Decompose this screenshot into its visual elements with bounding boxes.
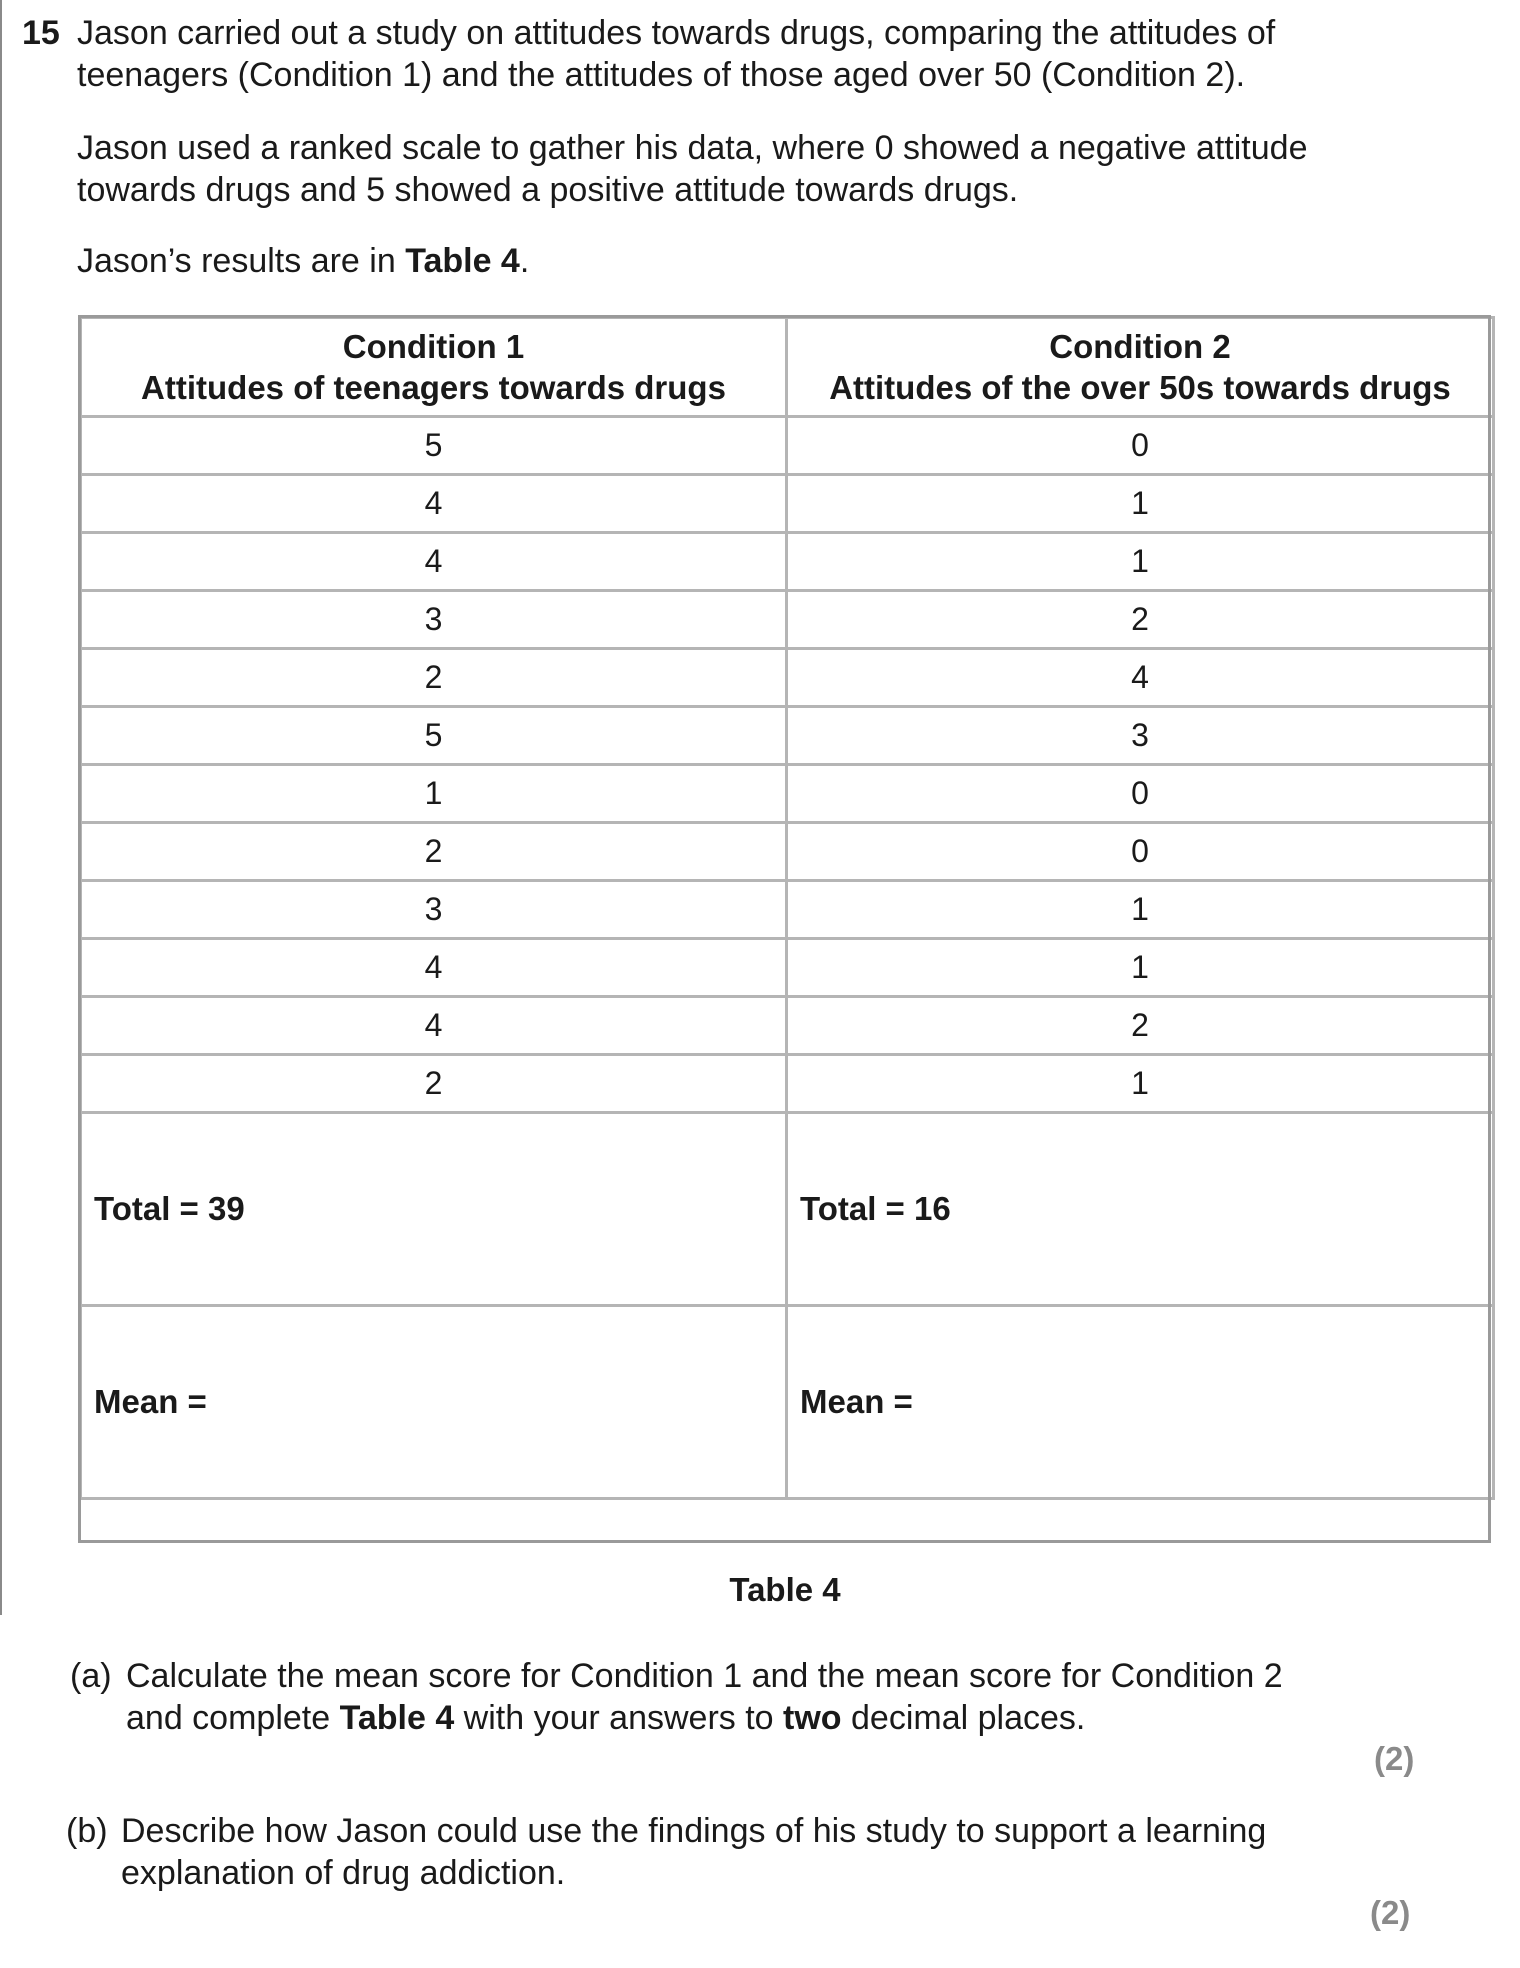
part-a-label: (a): [70, 1657, 112, 1695]
condition-2-score: 0: [787, 417, 1494, 475]
part-b-marks: (2): [1370, 1894, 1411, 1931]
header-condition-2: [787, 318, 1494, 417]
table-row: [81, 765, 1494, 823]
header-condition-2-subtitle: Attitudes of the over 50s towards drugs: [829, 369, 1451, 406]
part-a-text-3: decimal places.: [841, 1699, 1086, 1737]
header-condition-1-subtitle: Attitudes of teenagers towards drugs: [141, 369, 726, 406]
table-row: [81, 591, 1494, 649]
condition-1-score: 3: [81, 591, 787, 649]
header-condition-2-title: Condition 2: [1049, 328, 1231, 365]
totals-row: [81, 1113, 1494, 1306]
results-table: [79, 316, 1495, 1500]
condition-2-score: 1: [787, 881, 1494, 939]
condition-2-score: 1: [787, 939, 1494, 997]
part-a-text-1: Calculate the mean score for Condition 1 and the mean score for Condition 2 and complete: [126, 1657, 1283, 1737]
table-row: [81, 475, 1494, 533]
condition-2-score: 2: [787, 591, 1494, 649]
condition-1-score: 4: [81, 475, 787, 533]
table-row: [81, 881, 1494, 939]
condition-2-score: 0: [787, 765, 1494, 823]
table-row: [81, 823, 1494, 881]
condition-2-score: 0: [787, 823, 1494, 881]
table-caption: Table 4: [729, 1571, 841, 1608]
table-row: [81, 1055, 1494, 1113]
condition-1-score: 5: [81, 707, 787, 765]
table-row: [81, 417, 1494, 475]
condition-1-score: 1: [81, 765, 787, 823]
condition-1-score: 5: [81, 417, 787, 475]
header-condition-1: [81, 318, 787, 417]
condition-2-mean-answer-cell[interactable]: Mean =: [787, 1306, 1494, 1499]
table-row: [81, 997, 1494, 1055]
condition-1-score: 3: [81, 881, 787, 939]
condition-1-total: Total = 39: [81, 1113, 787, 1306]
results-suffix: .: [519, 242, 530, 280]
part-a-marks: (2): [1374, 1740, 1415, 1777]
question-number: 15: [22, 14, 60, 52]
part-b-label: (b): [66, 1812, 108, 1850]
condition-1-score: 4: [81, 939, 787, 997]
condition-2-score: 2: [787, 997, 1494, 1055]
results-table-ref: Table 4: [405, 242, 520, 280]
condition-2-score: 1: [787, 533, 1494, 591]
scale-description: Jason used a ranked scale to gather his data, where 0 showed a negative attitude towards drugs and 5 showed a positive attitude towards drugs.: [77, 129, 1308, 209]
margin-rule: [0, 0, 2, 1615]
condition-2-score: 1: [787, 1055, 1494, 1113]
part-a-text: [126, 1655, 1306, 1739]
condition-1-mean-answer-cell[interactable]: Mean =: [81, 1306, 787, 1499]
part-b-text: Describe how Jason could use the findings of his study to support a learning explanation of drug addiction.: [121, 1812, 1267, 1892]
means-row: [81, 1306, 1494, 1499]
condition-2-score: 4: [787, 649, 1494, 707]
table-header-row: [81, 318, 1494, 417]
condition-1-score: 4: [81, 997, 787, 1055]
condition-1-score: 2: [81, 823, 787, 881]
table-row: [81, 649, 1494, 707]
condition-2-score: 3: [787, 707, 1494, 765]
part-a-text-2: with your answers to: [454, 1699, 784, 1737]
part-a-bold-1: Table 4: [339, 1699, 455, 1737]
condition-1-score: 2: [81, 1055, 787, 1113]
condition-2-score: 1: [787, 475, 1494, 533]
table-row: [81, 707, 1494, 765]
table-row: [81, 533, 1494, 591]
header-condition-1-title: Condition 1: [342, 328, 525, 365]
part-a-bold-2: two: [783, 1699, 842, 1737]
condition-1-score: 2: [81, 649, 787, 707]
results-prefix: Jason’s results are in: [77, 242, 406, 280]
question-intro: Jason carried out a study on attitudes towards drugs, comparing the attitudes of teenagers (Condition 1) and the attitudes of those aged over 50 (Condition 2).: [77, 14, 1276, 94]
condition-1-score: 4: [81, 533, 787, 591]
results-reference: [77, 240, 1377, 282]
table-row: [81, 939, 1494, 997]
condition-2-total: Total = 16: [787, 1113, 1494, 1306]
